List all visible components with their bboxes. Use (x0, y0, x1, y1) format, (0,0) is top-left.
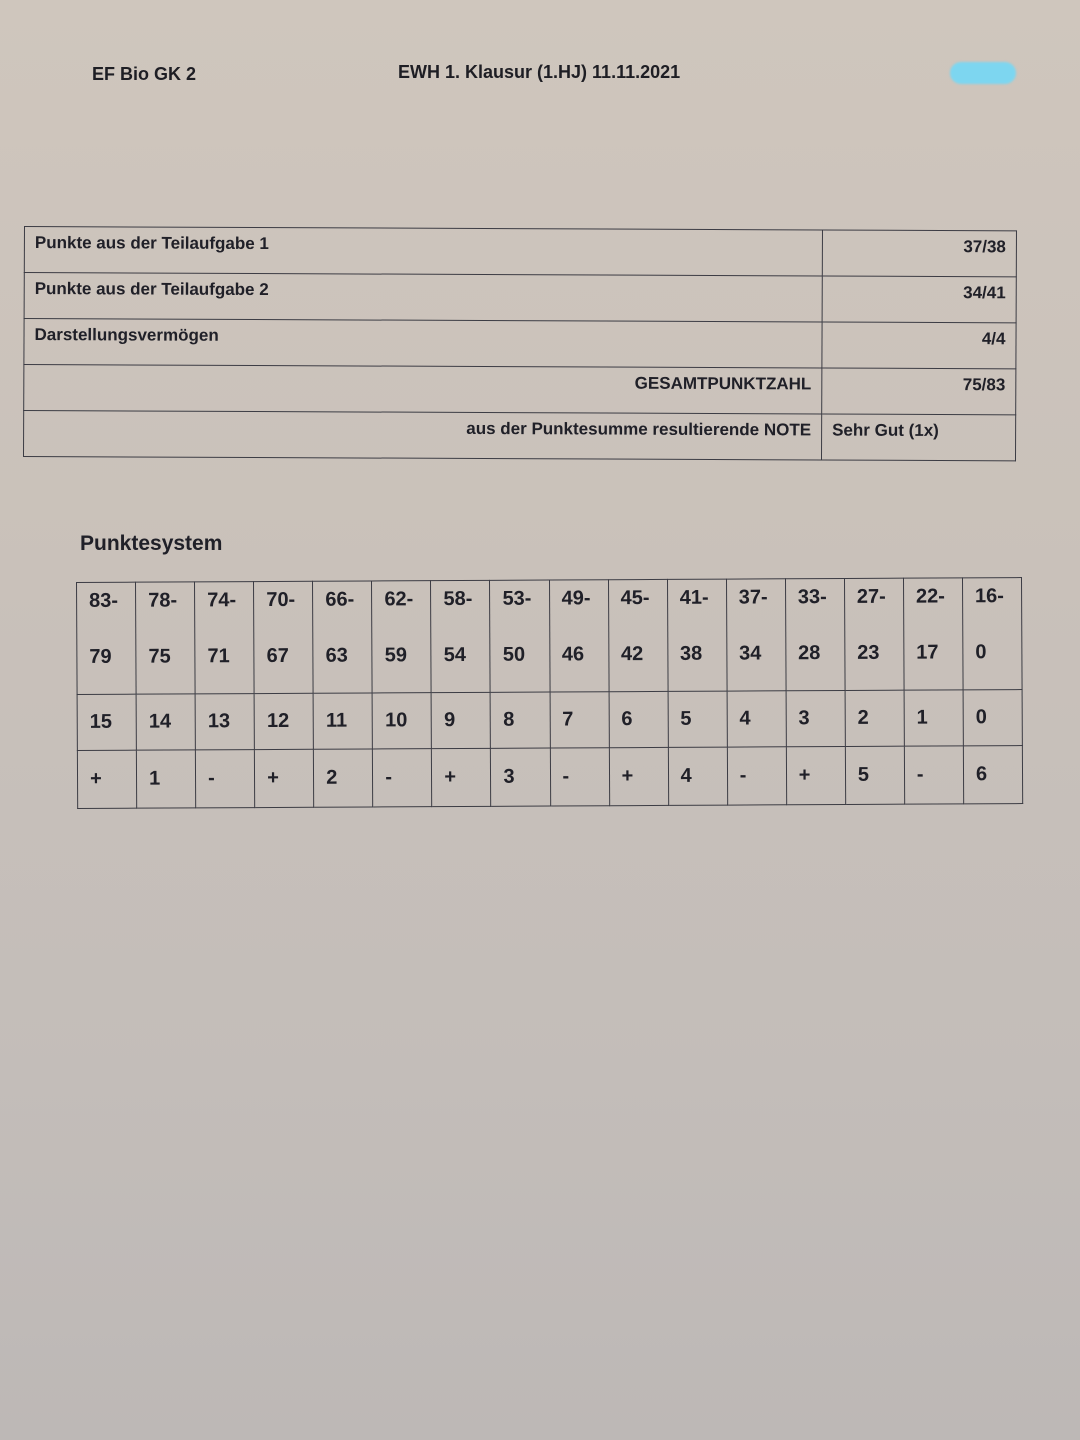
points-cell: 12 (254, 693, 313, 749)
range-lower: 79 (89, 645, 112, 668)
points-cell: 10 (372, 693, 431, 749)
points-cell: 15 (77, 694, 136, 750)
range-cell (844, 578, 904, 690)
range-upper: 22- (915, 585, 945, 608)
range-cell (667, 579, 727, 691)
points-cell: 7 (550, 692, 609, 748)
grade-cell: - (904, 746, 963, 804)
score-label: GESAMTPUNKTZAHL (24, 365, 822, 414)
range-lower: 17 (916, 641, 939, 664)
range-lower: 63 (325, 644, 348, 667)
score-table (23, 226, 1016, 461)
grade-cell: 1 (136, 750, 195, 808)
range-lower: 46 (561, 643, 585, 666)
score-row-presentation (24, 319, 1016, 369)
points-cell: 11 (313, 693, 372, 749)
points-cell: 2 (845, 690, 904, 746)
score-value: Sehr Gut (1x) (821, 414, 1015, 461)
range-lower: 0 (975, 641, 987, 664)
range-lower: 71 (207, 645, 230, 668)
range-lower: 28 (798, 642, 821, 665)
range-cell (962, 578, 1022, 690)
score-label: Punkte aus der Teilaufgabe 1 (24, 227, 822, 276)
range-cell (195, 582, 255, 694)
range-upper: 53- (502, 587, 532, 610)
points-row (77, 690, 1022, 751)
range-upper: 37- (738, 586, 768, 609)
score-label: aus der Punktesumme resultierende NOTE (23, 411, 821, 460)
range-upper: 66- (325, 588, 355, 611)
points-cell: 3 (786, 690, 845, 746)
range-lower: 67 (266, 644, 289, 668)
points-cell: 9 (431, 692, 490, 748)
range-upper: 33- (797, 586, 827, 609)
points-system-title: Punktesystem (80, 532, 223, 555)
score-row-task2 (24, 273, 1016, 323)
range-cell (608, 579, 668, 691)
grade-cell: + (77, 750, 136, 808)
range-cell (490, 580, 550, 692)
range-cell (903, 578, 963, 690)
range-lower: 38 (679, 642, 703, 665)
range-cell (372, 581, 432, 693)
grade-cell: + (432, 748, 491, 806)
grade-cell: 5 (845, 746, 904, 804)
range-lower: 42 (620, 643, 644, 666)
range-upper: 70- (266, 588, 296, 612)
course-label: EF Bio GK 2 (92, 64, 197, 84)
range-cell (77, 582, 137, 694)
range-lower: 54 (443, 643, 467, 667)
grade-cell: 3 (491, 748, 550, 806)
score-value: 34/41 (822, 276, 1016, 323)
grade-cell: 2 (314, 749, 373, 807)
range-upper: 83- (89, 589, 119, 612)
range-upper: 49- (561, 587, 591, 610)
range-row (77, 578, 1023, 695)
range-cell (785, 578, 845, 690)
range-upper: 78- (148, 589, 178, 612)
range-lower: 23 (857, 641, 880, 664)
range-upper: 27- (856, 585, 886, 608)
score-label: Punkte aus der Teilaufgabe 2 (24, 273, 822, 322)
grade-cell: - (727, 747, 786, 805)
range-lower: 59 (384, 644, 408, 667)
grade-cell: 4 (668, 747, 727, 805)
range-cell (549, 580, 609, 692)
range-upper: 41- (679, 586, 709, 609)
range-upper: 16- (974, 585, 1004, 608)
score-row-grade (23, 411, 1015, 461)
range-cell (726, 579, 786, 691)
grade-cell: - (550, 748, 609, 806)
points-cell: 4 (727, 691, 786, 747)
points-cell: 1 (904, 690, 963, 746)
grade-cell: + (609, 747, 668, 805)
grade-cell: + (786, 746, 845, 804)
range-upper: 45- (620, 586, 650, 610)
grade-cell: + (255, 749, 314, 807)
range-cell (431, 580, 491, 692)
score-value: 37/38 (822, 230, 1016, 277)
points-cell: 8 (491, 692, 550, 748)
grade-cell: 6 (963, 746, 1022, 804)
points-cell: 6 (609, 691, 668, 747)
grade-cell: - (196, 750, 255, 808)
range-cell (313, 581, 373, 693)
points-cell: 14 (136, 694, 195, 750)
range-lower: 50 (502, 643, 526, 666)
points-system-grid (76, 577, 1023, 809)
range-cell (136, 582, 196, 694)
score-value: 4/4 (822, 322, 1016, 369)
score-row-total (24, 365, 1016, 415)
range-cell (254, 581, 314, 693)
points-cell: 5 (668, 691, 727, 747)
range-lower: 34 (739, 642, 762, 665)
score-label: Darstellungsvermögen (24, 319, 822, 368)
range-upper: 74- (207, 589, 237, 612)
exam-title: EWH 1. Klausur (1.HJ) 11.11.2021 (398, 62, 681, 82)
redacted-name-mark (950, 62, 1016, 84)
points-cell: 0 (963, 690, 1022, 746)
score-row-task1 (24, 227, 1016, 277)
grade-cell: - (373, 749, 432, 807)
points-cell: 13 (195, 694, 254, 750)
grade-row (77, 746, 1022, 809)
range-lower: 75 (148, 645, 171, 668)
range-upper: 62- (384, 588, 414, 611)
range-upper: 58- (443, 587, 473, 611)
score-value: 75/83 (822, 368, 1016, 415)
